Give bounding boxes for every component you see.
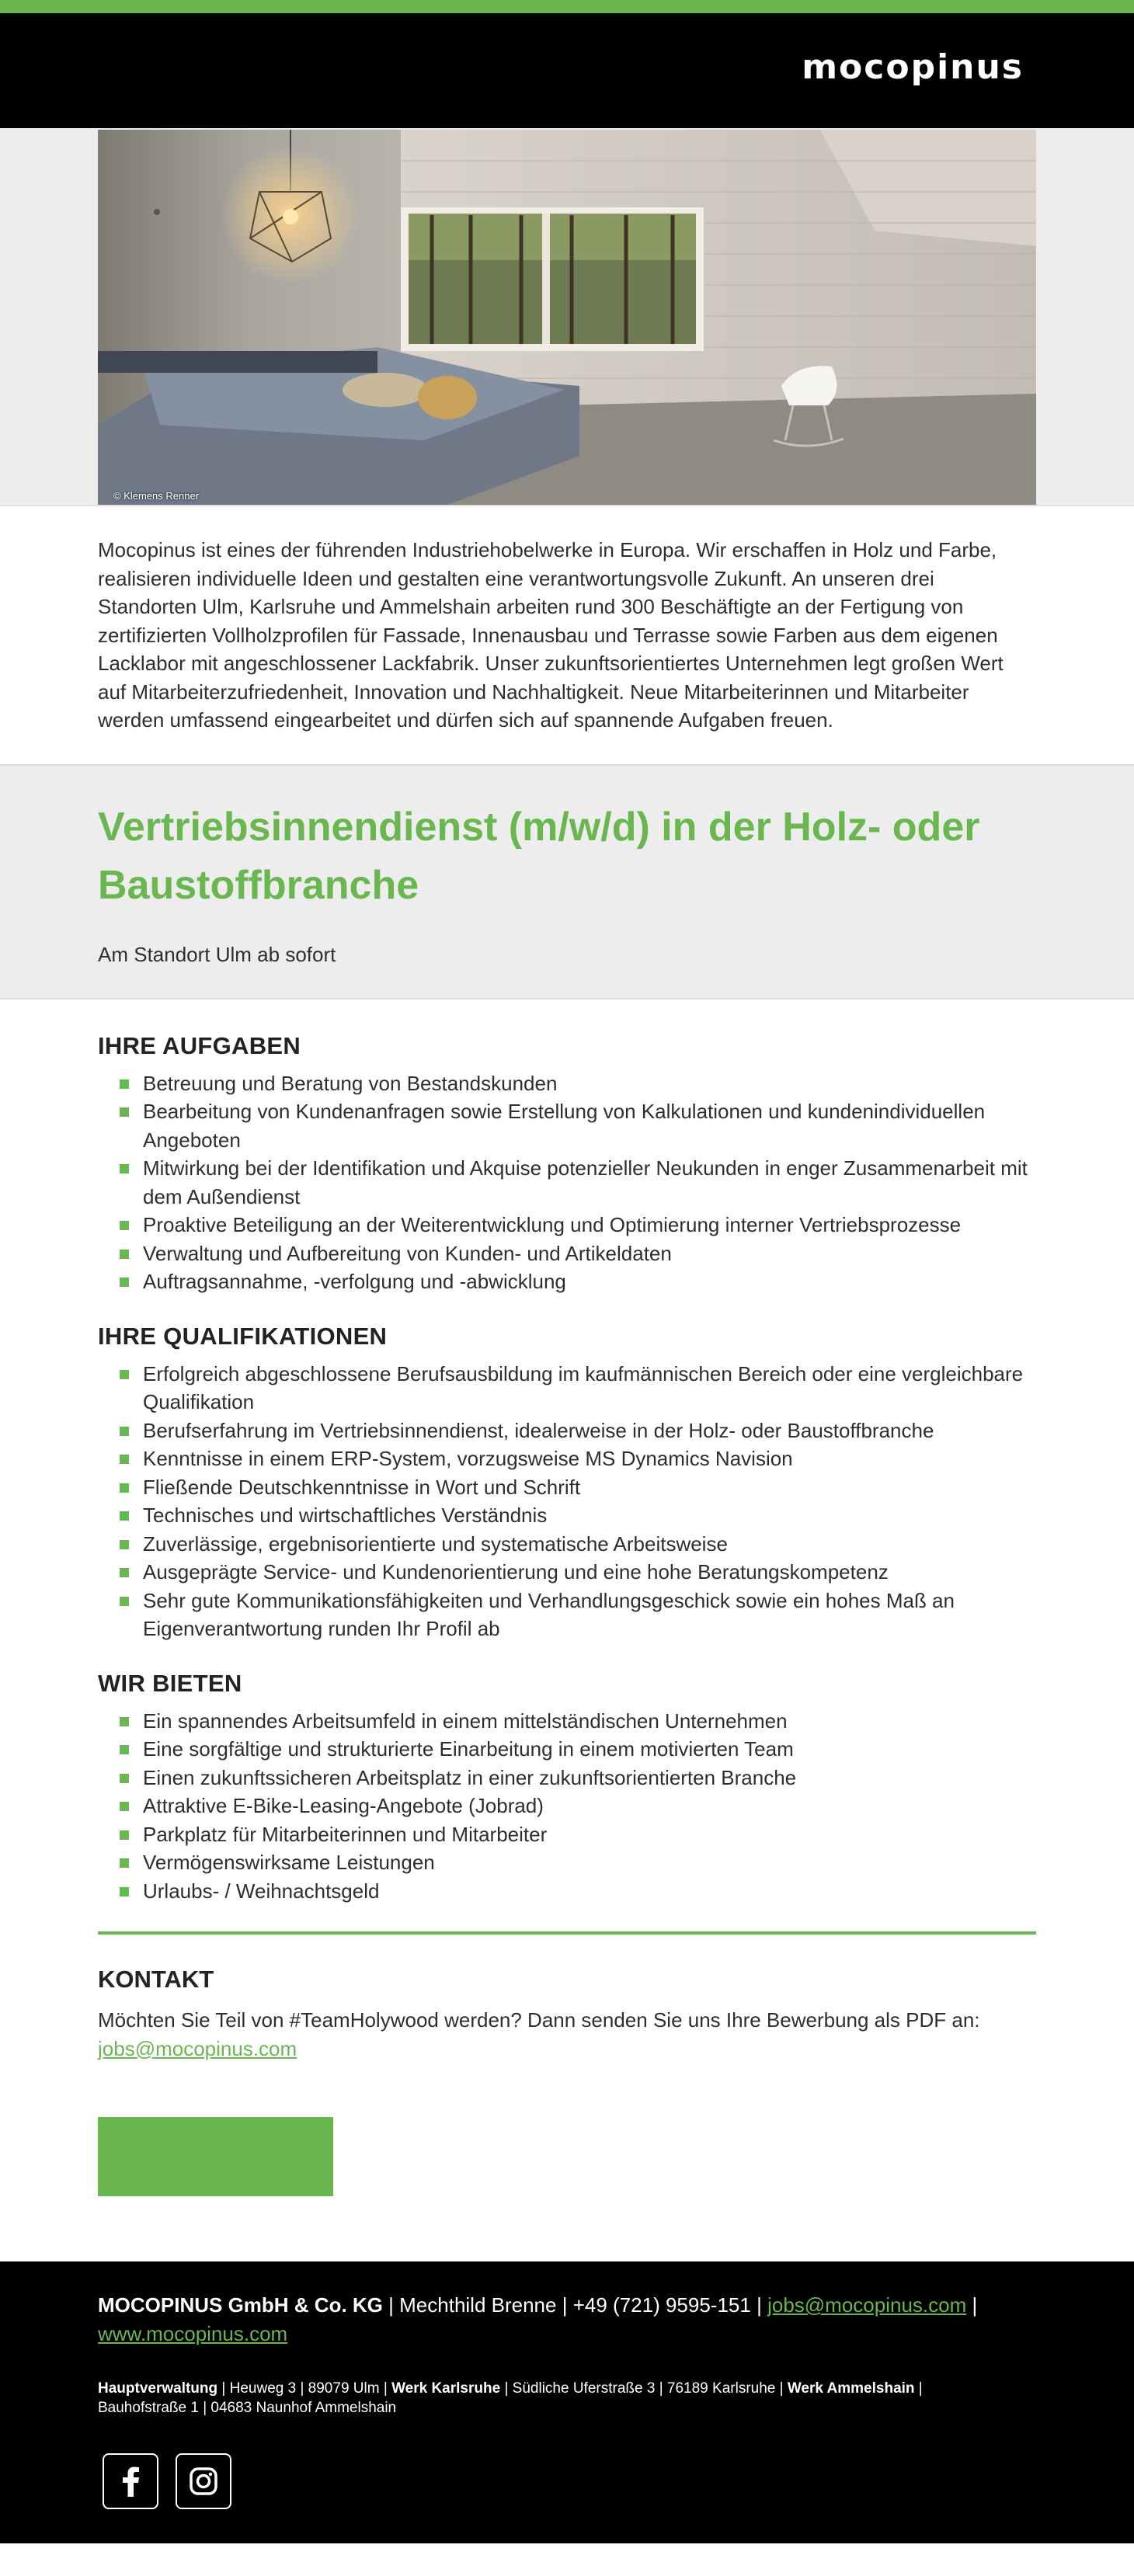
list-item: Betreuung und Beratung von Bestandskunden bbox=[98, 1069, 1036, 1098]
footer-addresses: Hauptverwaltung | Heuweg 3 | 89079 Ulm | Werk Karlsruhe | Südliche Uferstraße 3 | 76189 Karlsruhe | Werk Ammelshain | Bauhofstraße 1 | 04683 Naunhof Ammelshain bbox=[98, 2380, 923, 2416]
bullet-icon bbox=[120, 1830, 129, 1840]
instagram-icon bbox=[189, 2466, 218, 2496]
bullet-icon bbox=[120, 1511, 129, 1521]
bullet-icon bbox=[120, 1079, 129, 1089]
contact-section bbox=[98, 1966, 1036, 2196]
list-item: Auftragsannahme, -verfolgung und -abwicklung bbox=[98, 1267, 1036, 1296]
bullet-icon bbox=[120, 1802, 129, 1811]
bedroom-photo-illustration bbox=[98, 130, 1036, 505]
list-item: Proaktive Beteiligung an der Weiterentwicklung und Optimierung interner Vertriebsprozesse bbox=[98, 1211, 1036, 1239]
facebook-icon bbox=[119, 2466, 142, 2497]
list-item: Erfolgreich abgeschlossene Berufsausbildung im kaufmännischen Bereich oder eine vergleichbare Qualifikation bbox=[98, 1360, 1036, 1417]
accent-bar bbox=[0, 0, 1134, 13]
bullet-icon bbox=[120, 1250, 129, 1259]
contact-text: Möchten Sie Teil von #TeamHolywood werden? Dann senden Sie uns Ihre Bewerbung als PDF an: jobs@mocopinus.com bbox=[98, 2008, 980, 2060]
contact-email-link[interactable]: jobs@mocopinus.com bbox=[98, 2036, 297, 2060]
bullet-icon bbox=[120, 1774, 129, 1783]
job-title: Vertriebsinnendienst (m/w/d) in der Holz- oder Baustoffbranche bbox=[98, 804, 980, 908]
footer-email-link[interactable]: jobs@mocopinus.com bbox=[767, 2293, 967, 2317]
tasks-heading: IHRE AUFGABEN bbox=[98, 1031, 301, 1059]
bullet-icon bbox=[120, 1887, 129, 1896]
list-item: Mitwirkung bei der Identifikation und Akquise potenzieller Neukunden in enger Zusammenarbeit mit dem Außendienst bbox=[98, 1154, 1036, 1211]
list-item: Bearbeitung von Kundenanfragen sowie Erstellung von Kalkulationen und kundenindividuellen Angeboten bbox=[98, 1097, 1036, 1154]
list-item: Fließende Deutschkenntnisse in Wort und Schrift bbox=[98, 1473, 1036, 1502]
job-content bbox=[0, 999, 1134, 2197]
bullet-icon bbox=[120, 1568, 129, 1577]
photo-credit: © Klemens Renner bbox=[113, 490, 200, 502]
list-item: Kenntnisse in einem ERP-System, vorzugsweise MS Dynamics Navision bbox=[98, 1444, 1036, 1473]
job-title-band bbox=[0, 764, 1134, 999]
instagram-link[interactable] bbox=[176, 2453, 231, 2509]
list-item: Urlaubs- / Weihnachtsgeld bbox=[98, 1877, 1036, 1906]
job-location: Am Standort Ulm ab sofort bbox=[98, 942, 336, 966]
contact-heading: KONTAKT bbox=[98, 1966, 214, 1993]
list-item: Attraktive E-Bike-Leasing-Angebote (Jobrad) bbox=[98, 1792, 1036, 1820]
intro-text: Mocopinus ist eines der führenden Industriehobelwerke in Europa. Wir erschaffen in Holz und Farbe, realisieren individuelle Ideen und gestalten eine verantwortungsvolle Zukunft. An unseren drei Standorten Ulm, Karlsruhe und Ammelshain arbeiten rund 300 Beschäftigte an der Fertigung von zertifizierten Vollholzprofilen für Fassade, Innenausbau und Terrasse sowie Farben aus dem eigenen Lacklabor mit angeschlossener Lackfabrik. Unser zukunftsorientiertes Unternehmen legt großen Wert auf Mitarbeiterzufriedenheit, Innovation und Nachhaltigkeit. Neue Mitarbeiterinnen und Mitarbeiter werden umfassend eingearbeitet und dürfen sich auf spannende Aufgaben freuen. bbox=[98, 538, 1004, 732]
tasks-list bbox=[98, 1069, 1036, 1296]
bullet-icon bbox=[120, 1540, 129, 1549]
bullet-icon bbox=[120, 1278, 129, 1287]
facebook-link[interactable] bbox=[103, 2453, 158, 2509]
bullet-icon bbox=[120, 1745, 129, 1754]
list-item: Berufserfahrung im Vertriebsinnendienst, idealerweise in der Holz- oder Baustoffbranche bbox=[98, 1417, 1036, 1445]
list-item: Ein spannendes Arbeitsumfeld in einem mittelständischen Unternehmen bbox=[98, 1707, 1036, 1736]
footer-phone: +49 (721) 9595-151 bbox=[572, 2293, 751, 2317]
bullet-icon bbox=[120, 1370, 129, 1379]
bullet-icon bbox=[120, 1164, 129, 1173]
qualifications-section bbox=[98, 1323, 1036, 1643]
list-item: Technisches und wirtschaftliches Verständnis bbox=[98, 1501, 1036, 1530]
bullet-icon bbox=[120, 1455, 129, 1464]
qualifications-heading: IHRE QUALIFIKATIONEN bbox=[98, 1322, 388, 1350]
bullet-icon bbox=[120, 1717, 129, 1726]
list-item: Einen zukunftssicheren Arbeitsplatz in einer zukunftsorientierten Branche bbox=[98, 1764, 1036, 1792]
offer-section bbox=[98, 1670, 1036, 1906]
section-divider bbox=[98, 1931, 1036, 1935]
social-links bbox=[98, 2453, 1036, 2509]
footer-company: MOCOPINUS GmbH & Co. KG bbox=[98, 2293, 383, 2317]
footer-website-link[interactable]: www.mocopinus.com bbox=[98, 2321, 288, 2345]
header bbox=[0, 13, 1134, 128]
bullet-icon bbox=[120, 1597, 129, 1606]
apply-now-button[interactable]: JETZT BEWERBEN! bbox=[98, 2117, 333, 2196]
bullet-icon bbox=[120, 1107, 129, 1117]
footer-person: Mechthild Brenne bbox=[399, 2293, 557, 2317]
bullet-icon bbox=[120, 1858, 129, 1868]
list-item: Ausgeprägte Service- und Kundenorientierung und eine hohe Beratungskompetenz bbox=[98, 1558, 1036, 1587]
bullet-icon bbox=[120, 1483, 129, 1493]
hero-image bbox=[98, 130, 1036, 505]
list-item: Eine sorgfältige und strukturierte Einarbeitung in einem motivierten Team bbox=[98, 1735, 1036, 1764]
offer-heading: WIR BIETEN bbox=[98, 1669, 242, 1697]
list-item: Vermögenswirksame Leistungen bbox=[98, 1848, 1036, 1877]
footer bbox=[0, 2261, 1134, 2543]
hero-band bbox=[0, 128, 1134, 506]
bullet-icon bbox=[120, 1427, 129, 1436]
intro-section bbox=[0, 506, 1134, 764]
list-item: Verwaltung und Aufbereitung von Kunden- und Artikeldaten bbox=[98, 1239, 1036, 1268]
list-item: Parkplatz für Mitarbeiterinnen und Mitarbeiter bbox=[98, 1820, 1036, 1849]
footer-contact-line: MOCOPINUS GmbH & Co. KG | Mechthild Brenne | +49 (721) 9595-151 | jobs@mocopinus.com | www.mocopinus.com bbox=[98, 2293, 978, 2345]
list-item: Sehr gute Kommunikationsfähigkeiten und Verhandlungsgeschick sowie ein hohes Maß an Eigenverantwortung runden Ihr Profil ab bbox=[98, 1587, 1036, 1643]
bullet-icon bbox=[120, 1221, 129, 1230]
list-item: Zuverlässige, ergebnisorientierte und systematische Arbeitsweise bbox=[98, 1530, 1036, 1559]
tasks-section bbox=[98, 1032, 1036, 1296]
offer-list bbox=[98, 1707, 1036, 1906]
qualifications-list bbox=[98, 1360, 1036, 1643]
mocopinus-logo[interactable]: mocopinus bbox=[802, 47, 1024, 87]
